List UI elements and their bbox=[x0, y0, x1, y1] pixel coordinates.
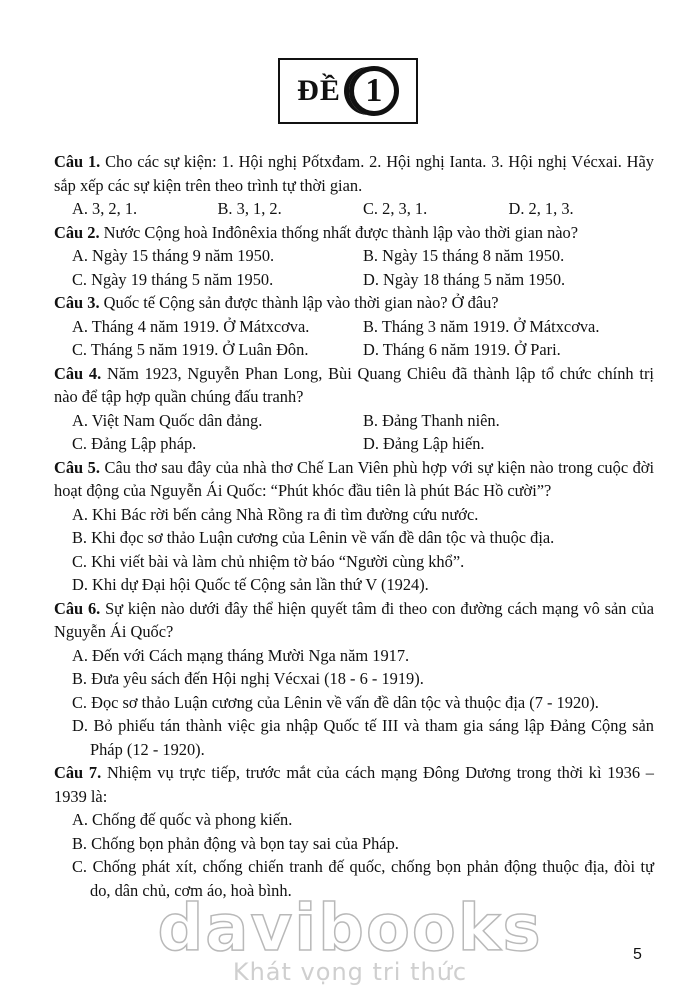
question-3 bbox=[54, 291, 654, 362]
question-text: Quốc tế Cộng sản được thành lập vào thời gian nào? Ở đâu? bbox=[103, 293, 499, 312]
options-row bbox=[54, 197, 654, 221]
question-number: Câu 6. bbox=[54, 598, 101, 618]
question-4 bbox=[54, 362, 654, 456]
question-text: Nước Cộng hoà Inđônêxia thống nhất được thành lập vào thời gian nào? bbox=[103, 222, 579, 242]
option-c: C. Tháng 5 năm 1919. Ở Luân Đôn. bbox=[72, 340, 309, 359]
option-b: B. 3, 1, 2. bbox=[217, 199, 282, 218]
option-a: A. Chống đế quốc và phong kiến. bbox=[72, 810, 293, 829]
option-c: C. 2, 3, 1. bbox=[363, 199, 428, 218]
option-a: A. Khi Bác rời bến cảng Nhà Rồng ra đi tìm đường cứu nước. bbox=[72, 504, 479, 524]
options-row bbox=[54, 268, 654, 292]
option-c: C. Đọc sơ thảo Luận cương của Lênin về vấn đề dân tộc và thuộc địa (7 - 1920). bbox=[72, 692, 599, 712]
question-text: Nhiệm vụ trực tiếp, trước mắt của cách mạng Đông Dương trong thời kì 1936 – 1939 là: bbox=[54, 763, 654, 806]
options-row bbox=[54, 315, 654, 339]
option-a: A. 3, 2, 1. bbox=[72, 199, 138, 218]
option-c: C. Đảng Lập pháp. bbox=[72, 434, 197, 453]
option-c: C. Ngày 19 tháng 5 năm 1950. bbox=[72, 269, 274, 289]
question-number: Câu 2. bbox=[54, 222, 100, 242]
question-5 bbox=[54, 456, 654, 597]
watermark-slogan: Khát vọng tri thức bbox=[232, 958, 468, 986]
options-row bbox=[54, 244, 654, 268]
options-row bbox=[54, 338, 654, 362]
question-text: Cho các sự kiện: 1. Hội nghị Pốtxđam. 2. Hội nghị Ianta. 3. Hội nghị Vécxai. Hãy sắp xếp các sự kiện trên theo trình tự thời gian. bbox=[54, 152, 654, 195]
option-c: C. Khi viết bài và làm chủ nhiệm tờ báo “Người cùng khổ”. bbox=[72, 551, 465, 571]
option-c: C. Chống phát xít, chống chiến tranh đế quốc, chống bọn phản động thuộc địa, đòi tự do, dân chủ, cơm áo, hoà bình. bbox=[72, 857, 654, 900]
option-d: D. Ngày 18 tháng 5 năm 1950. bbox=[363, 269, 566, 289]
question-1 bbox=[54, 150, 654, 221]
option-a: A. Việt Nam Quốc dân đảng. bbox=[72, 410, 263, 430]
option-b: B. Đảng Thanh niên. bbox=[363, 410, 500, 430]
option-d: D. Tháng 6 năm 1919. Ở Pari. bbox=[363, 340, 561, 359]
option-d: D. Đảng Lập hiến. bbox=[363, 434, 485, 453]
question-2 bbox=[54, 221, 654, 292]
question-number: Câu 4. bbox=[54, 363, 102, 383]
question-number: Câu 1. bbox=[54, 152, 101, 171]
option-b: B. Khi đọc sơ thảo Luận cương của Lênin về vấn đề dân tộc và thuộc địa. bbox=[72, 528, 555, 547]
option-a: A. Tháng 4 năm 1919. Ở Mátxcơva. bbox=[72, 316, 310, 336]
exam-title-label: ĐỀ bbox=[297, 74, 341, 107]
option-a: A. Đến với Cách mạng tháng Mười Nga năm 1917. bbox=[72, 645, 410, 665]
watermark-brand: davibooks bbox=[157, 892, 543, 966]
question-text: Câu thơ sau đây của nhà thơ Chế Lan Viên phù hợp với sự kiện nào trong cuộc đời hoạt động của Nguyễn Ái Quốc: “Phút khóc đầu tiên là phút Bác Hồ cười”? bbox=[54, 457, 655, 500]
options-row bbox=[54, 432, 654, 456]
option-b: B. Đưa yêu sách đến Hội nghị Vécxai (18 - 6 - 1919). bbox=[72, 669, 424, 688]
question-list bbox=[54, 150, 654, 902]
page-number: 5 bbox=[633, 946, 642, 963]
option-b: B. Chống bọn phản động và bọn tay sai của Pháp. bbox=[72, 833, 399, 853]
option-a: A. Ngày 15 tháng 9 năm 1950. bbox=[72, 246, 275, 265]
exam-number-badge: 1 bbox=[349, 66, 399, 116]
question-number: Câu 3. bbox=[54, 293, 100, 312]
question-6 bbox=[54, 597, 654, 762]
options-row bbox=[54, 409, 654, 433]
question-text: Sự kiện nào dưới đây thể hiện quyết tâm đi theo con đường cách mạng vô sản của Nguyễn Ái Quốc? bbox=[54, 598, 654, 641]
question-text: Năm 1923, Nguyễn Phan Long, Bùi Quang Chiêu đã thành lập tổ chức chính trị nào để tập hợp quần chúng đấu tranh? bbox=[54, 363, 654, 406]
option-b: B. Tháng 3 năm 1919. Ở Mátxcơva. bbox=[363, 316, 600, 336]
question-number: Câu 5. bbox=[54, 457, 100, 477]
option-b: B. Ngày 15 tháng 8 năm 1950. bbox=[363, 246, 565, 265]
option-d: D. Khi dự Đại hội Quốc tế Cộng sản lần thứ V (1924). bbox=[72, 575, 429, 594]
option-d: D. Bỏ phiếu tán thành việc gia nhập Quốc tế III và tham gia sáng lập Đảng Cộng sản Pháp (12 - 1920). bbox=[72, 716, 654, 759]
option-d: D. 2, 1, 3. bbox=[508, 199, 574, 218]
question-7 bbox=[54, 761, 654, 902]
exam-title-box bbox=[278, 58, 418, 124]
question-number: Câu 7. bbox=[54, 763, 102, 782]
